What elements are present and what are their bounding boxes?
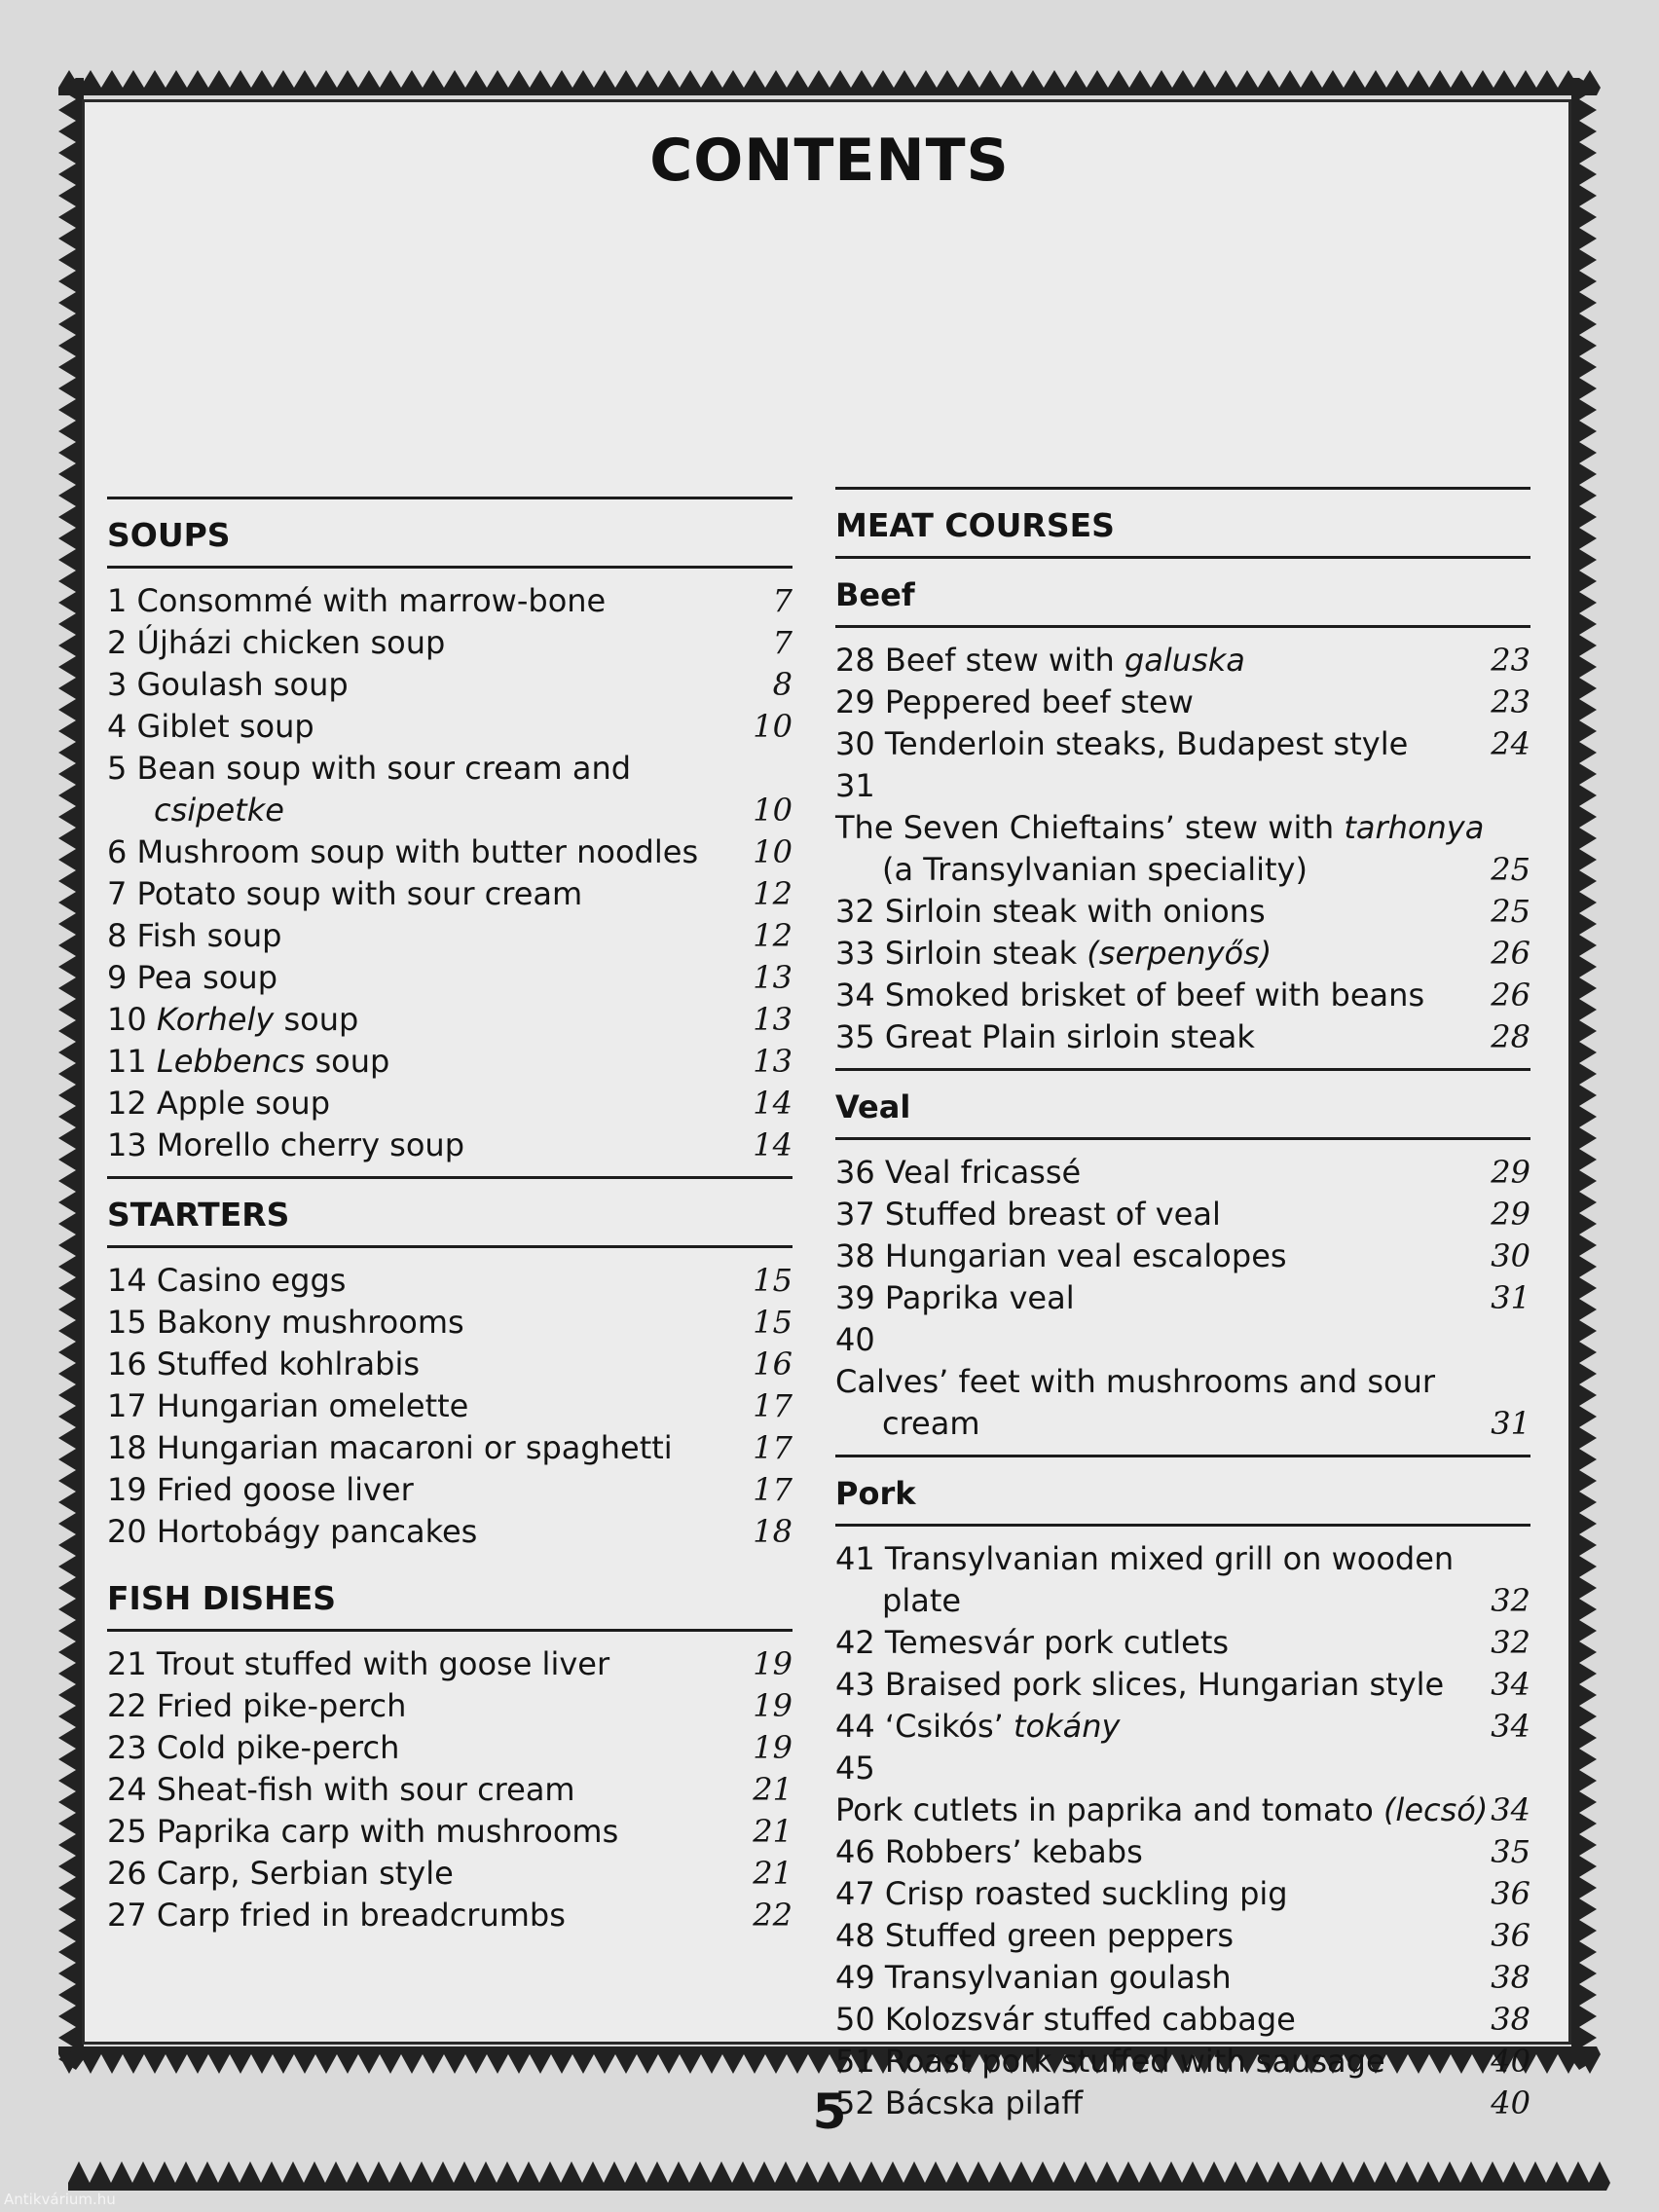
toc-entry	[835, 1538, 1530, 1622]
toc-entry-line	[835, 933, 1462, 975]
entry-title: Hungarian omelette	[156, 1387, 469, 1424]
entry-page-number: 40	[1491, 2043, 1530, 2080]
toc-entry-line	[835, 765, 1485, 849]
toc-entry	[835, 1319, 1530, 1445]
page-title: CONTENTS	[649, 127, 1010, 195]
toc-entry	[835, 1016, 1530, 1058]
entry-number: 34	[835, 977, 875, 1014]
entry-page-number: 23	[1491, 642, 1530, 679]
entry-page-number: 17	[753, 1429, 793, 1466]
entry-title: Transylvanian mixed grill on wooden	[884, 1540, 1455, 1577]
entry-number: 4	[107, 708, 128, 745]
entry-number: 28	[835, 642, 875, 679]
section-soups	[107, 497, 793, 1176]
entry-page-number: 32	[1491, 1582, 1530, 1619]
entry-title: soup	[274, 1001, 359, 1038]
entry-page-number: 29	[1491, 1196, 1530, 1233]
entry-page-number: 26	[1491, 977, 1530, 1014]
entry-title: Pea soup	[136, 959, 277, 996]
entry-page-number: 12	[753, 917, 793, 954]
toc-entry-line	[107, 1853, 724, 1895]
entry-page-number: 26	[1491, 935, 1530, 972]
beef-list	[835, 628, 1530, 1068]
toc-entry	[835, 1831, 1530, 1873]
entry-page-number: 23	[1491, 683, 1530, 720]
toc-entry-line	[835, 2041, 1462, 2083]
subsection-pork	[835, 1455, 1530, 2134]
entry-title-continued: (a Transylvanian speciality)	[882, 851, 1308, 888]
toc-entry-line	[107, 915, 724, 957]
entry-title: Roast pork stuffed with sausage	[884, 2043, 1385, 2080]
toc-entry-line	[107, 1511, 724, 1553]
entry-number: 5	[107, 750, 128, 787]
toc-entry	[107, 1853, 793, 1895]
entry-page-number: 22	[753, 1897, 793, 1934]
zigzag-edge	[68, 2161, 1610, 2191]
toc-entry	[107, 1041, 793, 1083]
entry-number: 20	[107, 1513, 147, 1550]
entry-title: Hortobágy pancakes	[156, 1513, 478, 1550]
toc-entry-line	[107, 831, 724, 873]
toc-entry-line	[835, 1538, 1462, 1580]
toc-entry	[107, 831, 793, 873]
toc-entry	[107, 1511, 793, 1553]
entry-page-number: 13	[753, 1043, 793, 1080]
entry-page-number: 7	[772, 624, 793, 661]
entry-page-number: 13	[753, 1001, 793, 1038]
entry-title: Paprika veal	[884, 1279, 1075, 1316]
toc-entry	[835, 765, 1530, 891]
toc-entry	[107, 622, 793, 664]
toc-entry-line	[835, 1957, 1462, 1999]
toc-entry	[107, 1685, 793, 1727]
entry-number: 15	[107, 1304, 147, 1341]
entry-number: 21	[107, 1645, 147, 1682]
toc-entry-line	[107, 1124, 724, 1166]
toc-entry	[835, 891, 1530, 933]
entry-number: 19	[107, 1471, 147, 1508]
toc-entry-line	[835, 1706, 1462, 1748]
soups-list	[107, 569, 793, 1176]
entry-title: Trout stuffed with goose liver	[156, 1645, 610, 1682]
toc-entry-line	[835, 1277, 1462, 1319]
toc-entry-line	[107, 1685, 724, 1727]
entry-page-number: 40	[1491, 2084, 1530, 2121]
entry-page-number: 14	[753, 1126, 793, 1163]
subsection-beef	[835, 559, 1530, 1068]
section-meat	[835, 487, 1530, 559]
entry-title: Giblet soup	[136, 708, 314, 745]
subsection-heading: Veal	[835, 1088, 911, 1125]
toc-entry	[835, 640, 1530, 682]
section-heading: SOUPS	[107, 516, 231, 554]
entry-page-number: 10	[753, 792, 793, 829]
toc-entry	[835, 1194, 1530, 1235]
toc-entry	[835, 933, 1530, 975]
entry-number: 6	[107, 833, 128, 870]
toc-entry	[107, 1427, 793, 1469]
entry-title: Sirloin steak	[884, 935, 1088, 972]
entry-title-continued: plate	[882, 1582, 962, 1619]
entry-page-number: 10	[753, 833, 793, 870]
entry-number: 47	[835, 1875, 875, 1912]
toc-entry	[835, 1748, 1530, 1831]
entry-title: Kolozsvár stuffed cabbage	[884, 2001, 1296, 2038]
entry-number: 50	[835, 2001, 875, 2038]
section-fish	[107, 1563, 793, 1946]
toc-entry-line	[835, 1235, 1462, 1277]
toc-entry-line	[107, 1811, 724, 1853]
toc-entry-line	[835, 1152, 1462, 1194]
entry-number: 42	[835, 1624, 875, 1661]
entry-title: Sirloin steak with onions	[884, 893, 1266, 930]
entry-title: Stuffed kohlrabis	[156, 1346, 421, 1382]
entry-page-number: 31	[1491, 1405, 1530, 1442]
zigzag-edge	[1571, 78, 1597, 2070]
entry-page-number: 24	[1491, 725, 1530, 762]
entry-number: 31	[835, 767, 875, 804]
entry-page-number: 18	[753, 1513, 793, 1550]
entry-number: 52	[835, 2084, 875, 2121]
entry-title-italic: (serpenyős)	[1087, 935, 1272, 972]
entry-title: Stuffed green peppers	[884, 1917, 1234, 1954]
toc-entry	[107, 580, 793, 622]
entry-number: 2	[107, 624, 128, 661]
toc-entry-line	[107, 748, 724, 790]
entry-page-number: 21	[753, 1771, 793, 1808]
toc-entry-line	[107, 706, 724, 748]
entry-title: Fried pike-perch	[156, 1687, 407, 1724]
toc-entry	[107, 1769, 793, 1811]
entry-title: soup	[305, 1043, 390, 1080]
entry-page-number: 15	[753, 1262, 793, 1299]
toc-entry	[835, 1664, 1530, 1706]
toc-entry-line	[835, 640, 1462, 682]
toc-entry-line	[107, 1385, 724, 1427]
entry-number: 12	[107, 1085, 147, 1122]
toc-entry	[835, 1915, 1530, 1957]
entry-title: Hungarian veal escalopes	[884, 1237, 1287, 1274]
entry-title: Pork cutlets in paprika and tomato	[835, 1791, 1383, 1828]
toc-entry-line	[835, 1999, 1462, 2041]
entry-page-number: 17	[753, 1387, 793, 1424]
entry-page-number: 19	[753, 1687, 793, 1724]
entry-page-number: 34	[1491, 1791, 1530, 1828]
entry-number: 3	[107, 666, 128, 703]
toc-entry	[835, 1622, 1530, 1664]
entry-number: 38	[835, 1237, 875, 1274]
toc-entry	[107, 999, 793, 1041]
toc-entry	[835, 1999, 1530, 2041]
toc-entry	[835, 2041, 1530, 2083]
entry-page-number: 13	[753, 959, 793, 996]
entry-page-number: 15	[753, 1304, 793, 1341]
entry-number: 1	[107, 582, 128, 619]
entry-title-italic: Korhely	[156, 1001, 275, 1038]
subsection-heading: Pork	[835, 1475, 916, 1512]
entry-title: Potato soup with sour cream	[136, 875, 583, 912]
entry-number: 36	[835, 1154, 875, 1191]
toc-entry	[107, 1727, 793, 1769]
toc-entry-line	[107, 1260, 724, 1302]
entry-page-number: 34	[1491, 1666, 1530, 1703]
entry-number: 10	[107, 1001, 147, 1038]
entry-number: 48	[835, 1917, 875, 1954]
entry-page-number: 32	[1491, 1624, 1530, 1661]
toc-entry-line	[835, 1194, 1462, 1235]
toc-entry-line	[835, 975, 1462, 1016]
subsection-heading: Beef	[835, 576, 915, 613]
entry-page-number: 38	[1491, 1959, 1530, 1996]
entry-number: 29	[835, 683, 875, 720]
entry-number: 49	[835, 1959, 875, 1996]
toc-entry-line	[107, 580, 724, 622]
entry-page-number: 21	[753, 1813, 793, 1850]
entry-number: 23	[107, 1729, 147, 1766]
entry-page-number: 12	[753, 875, 793, 912]
toc-entry	[107, 915, 793, 957]
section-heading: STARTERS	[107, 1196, 290, 1234]
toc-entry	[835, 975, 1530, 1016]
section-starters	[107, 1176, 793, 1563]
entry-title: Veal fricassé	[884, 1154, 1082, 1191]
entry-title-continued: cream	[882, 1405, 980, 1442]
entry-number: 17	[107, 1387, 147, 1424]
toc-entry-line	[107, 622, 724, 664]
toc-entry	[835, 682, 1530, 723]
entry-number: 11	[107, 1043, 147, 1080]
entry-page-number: 38	[1491, 2001, 1530, 2038]
toc-entry-line	[835, 1873, 1462, 1915]
toc-entry-line	[107, 1302, 724, 1344]
entry-number: 43	[835, 1666, 875, 1703]
toc-entry	[107, 706, 793, 748]
toc-entry-line	[835, 1622, 1462, 1664]
toc-entry	[835, 1235, 1530, 1277]
toc-entry-line	[835, 1319, 1462, 1403]
entry-number: 30	[835, 725, 875, 762]
entry-page-number: 19	[753, 1645, 793, 1682]
entry-number: 14	[107, 1262, 147, 1299]
toc-entry	[107, 1385, 793, 1427]
toc-entry-line	[835, 682, 1462, 723]
section-heading: FISH DISHES	[107, 1579, 337, 1617]
toc-entry-line	[107, 1083, 724, 1124]
entry-number: 45	[835, 1750, 875, 1787]
entry-title: Braised pork slices, Hungarian style	[884, 1666, 1445, 1703]
entry-page-number: 14	[753, 1085, 793, 1122]
toc-entry-line	[835, 891, 1462, 933]
right-column	[835, 487, 1530, 2134]
entry-number: 16	[107, 1346, 147, 1382]
entry-title: ‘Csikós’	[884, 1708, 1014, 1745]
entry-number: 46	[835, 1833, 875, 1870]
entry-number: 51	[835, 2043, 875, 2080]
entry-title: Paprika carp with mushrooms	[156, 1813, 619, 1850]
entry-title: Consommé with marrow-bone	[136, 582, 607, 619]
entry-page-number: 10	[753, 708, 793, 745]
toc-entry-line	[107, 1041, 724, 1083]
toc-entry	[107, 1302, 793, 1344]
entry-number: 25	[107, 1813, 147, 1850]
zigzag-edge	[58, 70, 1601, 95]
entry-number: 7	[107, 875, 128, 912]
entry-number: 26	[107, 1855, 147, 1892]
toc-entry-line	[107, 1344, 724, 1385]
entry-title: Fried goose liver	[156, 1471, 414, 1508]
entry-page-number: 36	[1491, 1875, 1530, 1912]
entry-title: Peppered beef stew	[884, 683, 1194, 720]
toc-entry-line	[107, 957, 724, 999]
entry-title: Beef stew with	[884, 642, 1124, 679]
starters-list	[107, 1248, 793, 1563]
entry-title: Bácska pilaff	[884, 2084, 1084, 2121]
toc-entry-line	[835, 1016, 1462, 1058]
entry-title: Calves’ feet with mushrooms and sour	[835, 1363, 1435, 1400]
entry-title: Bakony mushrooms	[156, 1304, 464, 1341]
entry-page-number: 35	[1491, 1833, 1530, 1870]
toc-entry-line	[107, 1895, 724, 1936]
toc-entry	[835, 1152, 1530, 1194]
entry-title: Mushroom soup with butter noodles	[136, 833, 699, 870]
toc-entry-line	[107, 1769, 724, 1811]
toc-entry	[107, 873, 793, 915]
entry-title: Transylvanian goulash	[884, 1959, 1232, 1996]
subsection-veal	[835, 1068, 1530, 1455]
entry-title: Sheat-fish with sour cream	[156, 1771, 575, 1808]
toc-entry-line	[835, 723, 1462, 765]
entry-number: 40	[835, 1321, 875, 1358]
entry-title-italic: tarhonya	[1344, 809, 1485, 846]
entry-page-number: 19	[753, 1729, 793, 1766]
toc-entry-line	[107, 1427, 724, 1469]
entry-number: 9	[107, 959, 128, 996]
toc-entry-line	[835, 1748, 1489, 1831]
toc-entry-line	[107, 999, 724, 1041]
toc-entry-line	[835, 1831, 1462, 1873]
toc-entry	[107, 1260, 793, 1302]
entry-page-number: 28	[1491, 1018, 1530, 1055]
toc-entry-line	[107, 1727, 724, 1769]
toc-entry	[835, 1873, 1530, 1915]
entry-page-number: 7	[772, 582, 793, 619]
entry-title: Casino eggs	[156, 1262, 347, 1299]
toc-entry-line	[835, 1664, 1462, 1706]
toc-entry	[107, 957, 793, 999]
entry-title: Cold pike-perch	[156, 1729, 400, 1766]
entry-title: Carp, Serbian style	[156, 1855, 454, 1892]
veal-list	[835, 1140, 1530, 1455]
entry-number: 37	[835, 1196, 875, 1233]
entry-number: 13	[107, 1126, 147, 1163]
entry-page-number: 34	[1491, 1708, 1530, 1745]
entry-title: Smoked brisket of beef with beans	[884, 977, 1425, 1014]
entry-title: Fish soup	[136, 917, 282, 954]
entry-title: Újházi chicken soup	[136, 624, 446, 661]
entry-title-italic: tokány	[1013, 1708, 1121, 1745]
toc-entry-line	[107, 1469, 724, 1511]
toc-entry	[835, 1706, 1530, 1748]
toc-entry	[835, 1957, 1530, 1999]
entry-title: Morello cherry soup	[156, 1126, 465, 1163]
entry-number: 33	[835, 935, 875, 972]
entry-page-number: 25	[1491, 851, 1530, 888]
section-heading: MEAT COURSES	[835, 506, 1115, 544]
toc-entry	[107, 748, 793, 831]
entry-title-italic: Lebbencs	[156, 1043, 306, 1080]
entry-number: 8	[107, 917, 128, 954]
entry-number: 27	[107, 1897, 147, 1934]
toc-entry-line	[835, 1915, 1462, 1957]
entry-title: The Seven Chieftains’ stew with	[835, 809, 1345, 846]
toc-entry	[107, 1895, 793, 1936]
entry-number: 39	[835, 1279, 875, 1316]
entry-title: Crisp roasted suckling pig	[884, 1875, 1288, 1912]
toc-entry	[835, 723, 1530, 765]
entry-number: 41	[835, 1540, 875, 1577]
zigzag-edge	[58, 78, 84, 2070]
entry-number: 32	[835, 893, 875, 930]
entry-title: Robbers’ kebabs	[884, 1833, 1143, 1870]
entry-title: Temesvár pork cutlets	[884, 1624, 1230, 1661]
toc-entry	[107, 1469, 793, 1511]
entry-number: 44	[835, 1708, 875, 1745]
toc-entry	[835, 1277, 1530, 1319]
toc-entry	[107, 1344, 793, 1385]
toc-entry	[107, 1083, 793, 1124]
entry-title: Goulash soup	[136, 666, 349, 703]
entry-number: 35	[835, 1018, 875, 1055]
entry-title: Hungarian macaroni or spaghetti	[156, 1429, 673, 1466]
toc-entry-line	[107, 664, 724, 706]
entry-title: Great Plain sirloin steak	[884, 1018, 1255, 1055]
entry-page-number: 16	[753, 1346, 793, 1382]
entry-page-number: 36	[1491, 1917, 1530, 1954]
entry-title: Carp fried in breadcrumbs	[156, 1897, 566, 1934]
page-number: 5	[812, 2083, 847, 2140]
fish-list	[107, 1632, 793, 1946]
entry-page-number: 8	[772, 666, 793, 703]
toc-entry	[107, 1811, 793, 1853]
entry-page-number: 30	[1491, 1237, 1530, 1274]
entry-page-number: 21	[753, 1855, 793, 1892]
entry-title: Tenderloin steaks, Budapest style	[884, 725, 1409, 762]
entry-number: 18	[107, 1429, 147, 1466]
toc-entry	[107, 664, 793, 706]
left-column	[107, 497, 793, 1946]
entry-page-number: 17	[753, 1471, 793, 1508]
entry-page-number: 25	[1491, 893, 1530, 930]
entry-title: Bean soup with sour cream and	[136, 750, 632, 787]
entry-number: 24	[107, 1771, 147, 1808]
watermark: Antikvárium.hu	[4, 2191, 116, 2208]
entry-number: 22	[107, 1687, 147, 1724]
entry-page-number: 29	[1491, 1154, 1530, 1191]
toc-entry-line	[107, 873, 724, 915]
entry-page-number: 31	[1491, 1279, 1530, 1316]
entry-title-italic: galuska	[1124, 642, 1245, 679]
pork-list	[835, 1527, 1530, 2134]
entry-title: Apple soup	[156, 1085, 330, 1122]
entry-title-continued: csipetke	[154, 792, 284, 829]
entry-title-italic: (lecsó)	[1382, 1791, 1489, 1828]
toc-entry	[107, 1124, 793, 1166]
toc-entry-line	[107, 1643, 724, 1685]
toc-entry	[107, 1643, 793, 1685]
entry-title: Stuffed breast of veal	[884, 1196, 1221, 1233]
